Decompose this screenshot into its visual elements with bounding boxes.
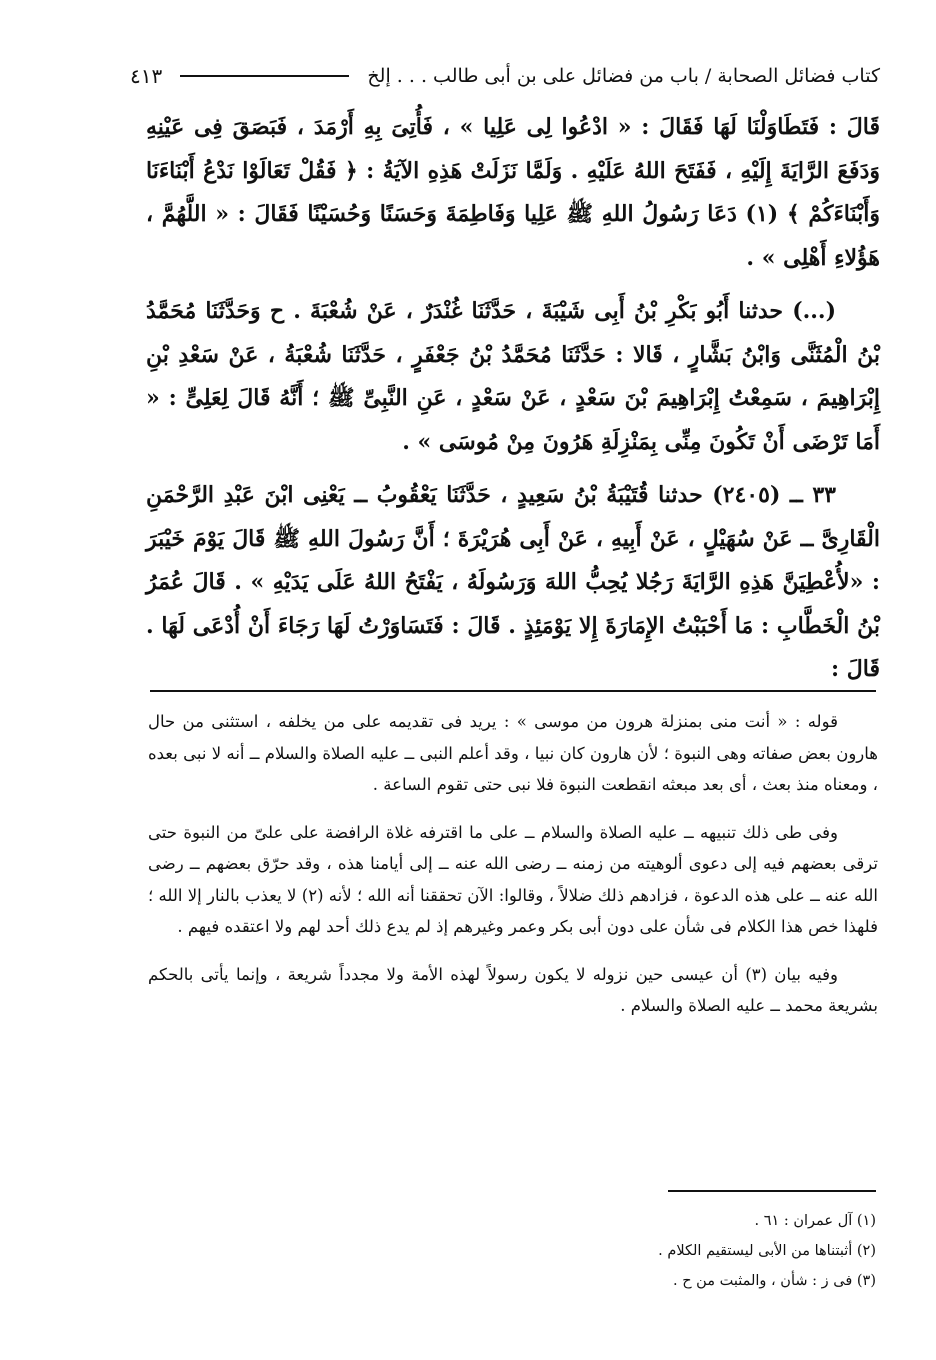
section-divider xyxy=(150,690,876,692)
page-number: ٤١٣ xyxy=(130,64,163,88)
footnote: (٢) أثبتناها من الأبى ليستقيم الكلام . xyxy=(658,1243,876,1259)
header-rule xyxy=(180,75,349,77)
header-title: كتاب فضائل الصحابة / باب من فضائل على بن أبى طالب . . . إلخ xyxy=(367,65,880,87)
footnote: (٣) فى ز : شأن ، والمثبت من ح . xyxy=(672,1273,876,1289)
hadith-paragraph: ٣٣ ــ (٢٤٠٥) حدثنا قُتَيْبَةُ بْنُ سَعِيدٍ ، حَدَّثَنَا يَعْقُوبُ ــ يَعْنِى ابْنَ عَبْدِ الرَّحْمَنِ الْقَارِىَّ ــ عَنْ سُهَيْلٍ ، عَنْ أَبِيهِ ، عَنْ أَبِى هُرَيْرَةَ ؛ أَنَّ رَسُولَ اللهِ ﷺ قَالَ يَوْمَ خَيْبَرَ : «لأُعْطِيَنَّ هَذِهِ الرَّايَةَ رَجُلا يُحِبُّ اللهَ وَرَسُولَهُ ، يَفْتَحُ اللهُ عَلَى يَدَيْهِ » . قَالَ عُمَرُ بْنُ الْخَطَّابِ : مَا أَحْبَبْتُ الإِمَارَةَ إِلا يَوْمَئِذٍ . قَالَ : فَتَسَاوَرْتُ لَهَا رَجَاءَ أَنْ أُدْعَى لَهَا . قَالَ : xyxy=(146,482,880,682)
hadith-paragraph: (...) حدثنا أَبُو بَكْرِ بْنُ أَبِى شَيْبَةَ ، حَدَّثَنَا غُنْدَرٌ ، عَنْ شُعْبَةَ . ح وَحَدَّثَنَا مُحَمَّدُ بْنُ الْمُثَنَّى وَابْنُ بَشَّارٍ ، قَالا : حَدَّثَنَا مُحَمَّدُ بْنُ جَعْفَرٍ ، حَدَّثَنَا شُعْبَةُ ، عَنْ سَعْدِ بْنِ إِبْرَاهِيمَ ، سَمِعْتُ إِبْرَاهِيمَ بْنَ سَعْدٍ ، عَنْ سَعْدٍ ، عَنِ النَّبِىِّ ﷺ ؛ أَنَّهُ قَالَ لِعَلِىٍّ : « أَمَا تَرْضَى أَنْ تَكُونَ مِنِّى بِمَنْزِلَةِ هَرُونَ مِنْ مُوسَى » . xyxy=(146,298,880,455)
commentary-paragraph: وفى طى ذلك تنبيهه ــ عليه الصلاة والسلام ــ على ما اقترفه غلاة الرافضة على علىّ من النبوة حتى ترقى بعضهم فيه إلى دعوى ألوهيته من زمنه ــ رضى الله عنه ــ إلى أيامنا هذه ، وقد حرّق بعضهم ــ رضى الله عنه ــ على هذه الدعوة ، فزادهم ذلك ضلالاً ، وقالوا: الآن تحققنا أنه الله ؛ لأنه (٢) لا يعذب بالنار إلا الله ؛ فلهذا خص هذا الكلام فى شأن على دون أبى بكر وعمر وغيرهم إذ لم يدع ذلك أحد لهم ولا اعتقده فيهم . xyxy=(148,822,878,936)
commentary-paragraph: قوله : « أنت منى بمنزلة هرون من موسى » : يريد فى تقديمه على من يخلفه ، استثنى من حال هارون بعض صفاته وهى النبوة ؛ لأن هارون كان نبيا ، وقد أعلم النبى ــ عليه الصلاة والسلام ــ أنه لا نبى بعده ، ومعناه منذ بعث ، أى بعد مبعثه انقطعت النبوة فلا نبى حتى تقوم الساعة . xyxy=(148,712,878,794)
hadith-paragraph: قَالَ : فَتَطَاوَلْنَا لَهَا فَقَالَ : « ادْعُوا لِى عَلِيا » ، فَأُتِىَ بِهِ أَرْمَدَ ، فَبَصَقَ فِى عَيْنِهِ وَدَفَعَ الرَّايَةَ إِلَيْهِ ، فَفَتَحَ اللهُ عَلَيْهِ . وَلَمَّا نَزَلَتْ هَذِهِ الآيَةُ : ﴿ فَقُلْ تَعَالَوْا نَدْعُ أَبْنَاءَنَا وَأَبْنَاءَكُمْ ﴾ (١) دَعَا رَسُولُ اللهِ ﷺ عَلِيا وَفَاطِمَةَ وَحَسَنًا وَحُسَيْنًا فَقَالَ : « اللَّهُمَّ ، هَؤُلاءِ أَهْلِى » . xyxy=(146,114,881,271)
footnote-rule xyxy=(668,1190,876,1192)
hadith-text xyxy=(146,106,880,702)
footnote: (١) آل عمران : ٦١ . xyxy=(754,1213,876,1229)
commentary xyxy=(148,706,878,1038)
running-header xyxy=(130,60,880,92)
footnotes xyxy=(300,1206,876,1296)
commentary-paragraph: وفيه بيان (٣) أن عيسى حين نزوله لا يكون رسولاً لهذه الأمة ولا مجدداً شريعة ، وإنما يأتى بالحكم بشريعة محمد ــ عليه الصلاة والسلام . xyxy=(148,964,878,1015)
